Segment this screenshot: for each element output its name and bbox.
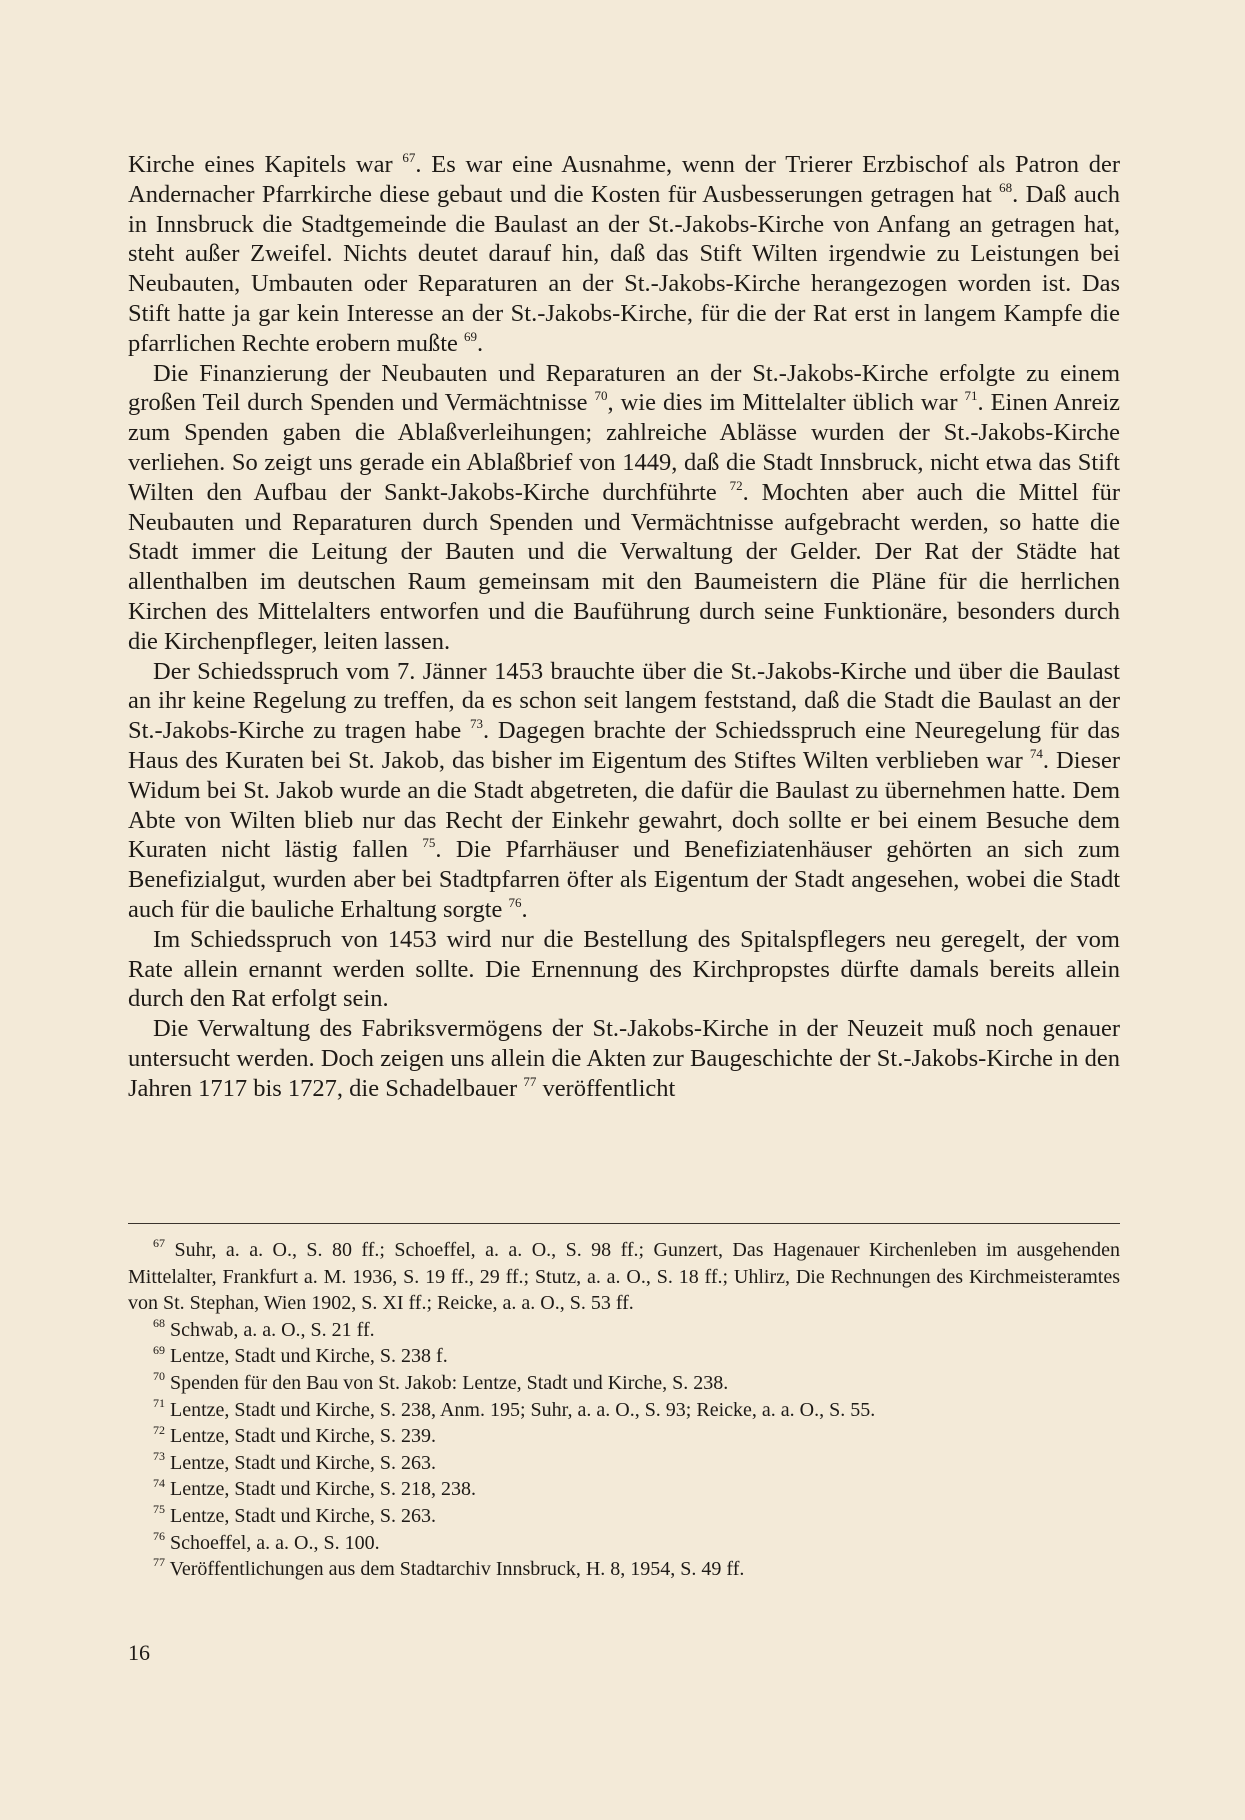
- footnote-number: 70: [153, 1369, 165, 1384]
- footnote: [128, 1423, 1120, 1450]
- footnote: [128, 1530, 1120, 1557]
- paragraph: [128, 925, 1120, 1014]
- footnote: [128, 1343, 1120, 1370]
- footnote: [128, 1370, 1120, 1397]
- footnote-ref[interactable]: 67: [402, 149, 416, 165]
- footnote-number: 68: [153, 1316, 165, 1331]
- paragraph: [128, 657, 1120, 925]
- footnote-ref[interactable]: 72: [729, 477, 743, 493]
- text-run: . Die Pfarrhäuser und Benefiziatenhäuser gehörten an sich zum Benefizialgut, wurden aber bei Stadtpfarren öfter als Eigentum der Stadt angesehen, wobei die Stadt auch für die bauliche Erhaltung sorgte: [128, 836, 1121, 923]
- text-run: . Es war eine Ausnahme, wenn der Trierer Erzbischof als Patron der Andernacher Pfarrkirche diese gebaut und die Kosten für Ausbesserungen getragen hat: [128, 151, 1121, 208]
- text-run: .: [477, 329, 484, 357]
- footnote-text: Schoeffel, a. a. O., S. 100.: [170, 1531, 380, 1554]
- page-number: 16: [128, 1640, 150, 1665]
- footnote-number: 75: [153, 1502, 165, 1517]
- text-run: Im Schiedsspruch von 1453 wird nur die Bestellung des Spitalspflegers neu geregelt, der vom Rate allein ernannt werden sollte. Die Ernennung des Kirchpropstes dürfte damals bereits allein durch den Rat erfolgt sein.: [128, 925, 1120, 1013]
- paragraph: [128, 359, 1120, 657]
- footnote-ref[interactable]: 71: [964, 388, 978, 404]
- footnote-ref[interactable]: 74: [1029, 745, 1043, 761]
- footnote-text: Veröffentlichungen aus dem Stadtarchiv Innsbruck, H. 8, 1954, S. 49 ff.: [169, 1558, 745, 1581]
- footnote-text: Suhr, a. a. O., S. 80 ff.; Schoeffel, a. a. O., S. 98 ff.; Gunzert, Das Hagenauer Kirchenleben im ausgehenden Mittelalter, Frankfurt a. M. 1936, S. 19 ff., 29 ff.; Stutz, a. a. O., S. 18 ff.; Uhlirz, Die Rechnungen des Kirchmeisteramtes von St. Stephan, Wien 1902, S. XI ff.; Reicke, a. a. O., S. 53 ff.: [128, 1239, 1121, 1315]
- footnote-ref[interactable]: 75: [422, 835, 436, 851]
- text-run: . Dagegen brachte der Schiedsspruch eine Neuregelung für das Haus des Kuraten bei St. Jakob, das bisher im Eigentum des Stiftes Wilten verblieben war: [128, 717, 1120, 774]
- footnote-text: Lentze, Stadt und Kirche, S. 263.: [170, 1504, 437, 1527]
- footnotes: [128, 1237, 1120, 1583]
- text-run: Der Schiedsspruch vom 7. Jänner 1453 brauchte über die St.-Jakobs-Kirche und über die Baulast an ihr keine Regelung zu treffen, da es schon seit langem feststand, daß die Stadt die Baulast an der St.-Jakobs-Kirche zu tragen habe: [128, 657, 1120, 745]
- text-run: . Daß auch in Innsbruck die Stadtgemeinde die Baulast an der St.-Jakobs-Kirche von Anfang an getragen hat, steht außer Zweifel. Nichts deutet darauf hin, daß das Stift Wilten irgendwie zu Leistungen bei Neubauten, Umbauten oder Reparaturen an der St.-Jakobs-Kirche herangezogen worden ist. Das Stift hatte ja gar kein Interesse an der St.-Jakobs-Kirche, für die der Rat erst in langem Kampfe die pfarrlichen Rechte erobern mußte: [128, 180, 1120, 357]
- footnote: [128, 1476, 1120, 1503]
- footnote-text: Spenden für den Bau von St. Jakob: Lentze, Stadt und Kirche, S. 238.: [170, 1371, 729, 1394]
- footnote-text: Lentze, Stadt und Kirche, S. 239.: [170, 1425, 437, 1448]
- footnote-divider: [128, 1223, 1120, 1224]
- text-run: . Dieser Widum bei St. Jakob wurde an die Stadt abgetreten, die dafür die Baulast zu übernehmen hatte. Dem Abte von Wilten blieb nur das Recht der Einkehr gewahrt, doch sollte er bei einem Besuche dem Kuraten nicht lästig fallen: [128, 746, 1120, 864]
- footnote-ref[interactable]: 76: [508, 894, 522, 910]
- footnote-text: Lentze, Stadt und Kirche, S. 263.: [170, 1451, 437, 1474]
- footnote-ref[interactable]: 73: [469, 715, 483, 731]
- text-run: Kirche eines Kapitels war: [128, 151, 403, 178]
- footnote: [128, 1237, 1120, 1317]
- footnote-number: 73: [153, 1449, 165, 1464]
- footnote-ref[interactable]: 70: [594, 388, 608, 404]
- footnote-number: 71: [153, 1395, 165, 1410]
- footnote-text: Lentze, Stadt und Kirche, S. 218, 238.: [170, 1478, 477, 1501]
- text-run: . Einen Anreiz zum Spenden gaben die Ablaßverleihungen; zahlreiche Ablässe wurden der St.-Jakobs-Kirche verliehen. So zeigt uns gerade ein Ablaßbrief von 1449, daß die Stadt Innsbruck, nicht etwa das Stift Wilten den Aufbau der Sankt-Jakobs-Kirche durchführte: [128, 389, 1121, 506]
- footnote-number: 72: [153, 1422, 165, 1437]
- footnote-text: Lentze, Stadt und Kirche, S. 238, Anm. 195; Suhr, a. a. O., S. 93; Reicke, a. a. O., S. 55.: [170, 1398, 876, 1421]
- footnote: [128, 1317, 1120, 1344]
- text-run: veröffentlicht: [536, 1074, 676, 1102]
- footnote-number: 67: [153, 1236, 165, 1251]
- footnote-number: 76: [153, 1528, 165, 1543]
- footnote-ref[interactable]: 68: [999, 179, 1013, 195]
- text-run: Die Verwaltung des Fabriksvermögens der St.-Jakobs-Kirche in der Neuzeit muß noch genauer untersucht werden. Doch zeigen uns allein die Akten zur Baugeschichte der St.-Jakobs-Kirche in den Jahren 1717 bis 1727, die Schadelbauer: [128, 1015, 1120, 1102]
- footnote-number: 69: [153, 1342, 165, 1357]
- paragraph: [128, 150, 1120, 359]
- text-run: Die Finanzierung der Neubauten und Reparaturen an der St.-Jakobs-Kirche erfolgte zu einem großen Teil durch Spenden und Vermächtnisse: [128, 359, 1120, 417]
- footnote-text: Lentze, Stadt und Kirche, S. 238 f.: [170, 1345, 448, 1368]
- text-run: , wie dies im Mittelalter üblich war: [607, 389, 965, 417]
- footnote-ref[interactable]: 69: [464, 328, 478, 344]
- text-run: .: [521, 895, 528, 923]
- footnote: [128, 1503, 1120, 1530]
- footnote-text: Schwab, a. a. O., S. 21 ff.: [170, 1318, 375, 1341]
- footnote-ref[interactable]: 77: [523, 1073, 537, 1089]
- footnote: [128, 1450, 1120, 1477]
- text-run: . Mochten aber auch die Mittel für Neubauten und Reparaturen durch Spenden und Vermächtnisse aufgebracht werden, so hatte die Stadt immer die Leitung der Bauten und die Verwaltung der Gelder. Der Rat der Städte hat allenthalben im deutschen Raum gemeinsam mit den Baumeistern die Pläne für die herrlichen Kirchen des Mittelalters entworfen und die Bauführung durch seine Funktionäre, besonders durch die Kirchenpfleger, leiten lassen.: [128, 478, 1120, 655]
- footnote: [128, 1397, 1120, 1424]
- body-text: [128, 150, 1120, 1104]
- footnote-number: 77: [153, 1555, 165, 1570]
- footnote-number: 74: [153, 1475, 165, 1490]
- paragraph: [128, 1014, 1120, 1103]
- footnote: [128, 1556, 1120, 1583]
